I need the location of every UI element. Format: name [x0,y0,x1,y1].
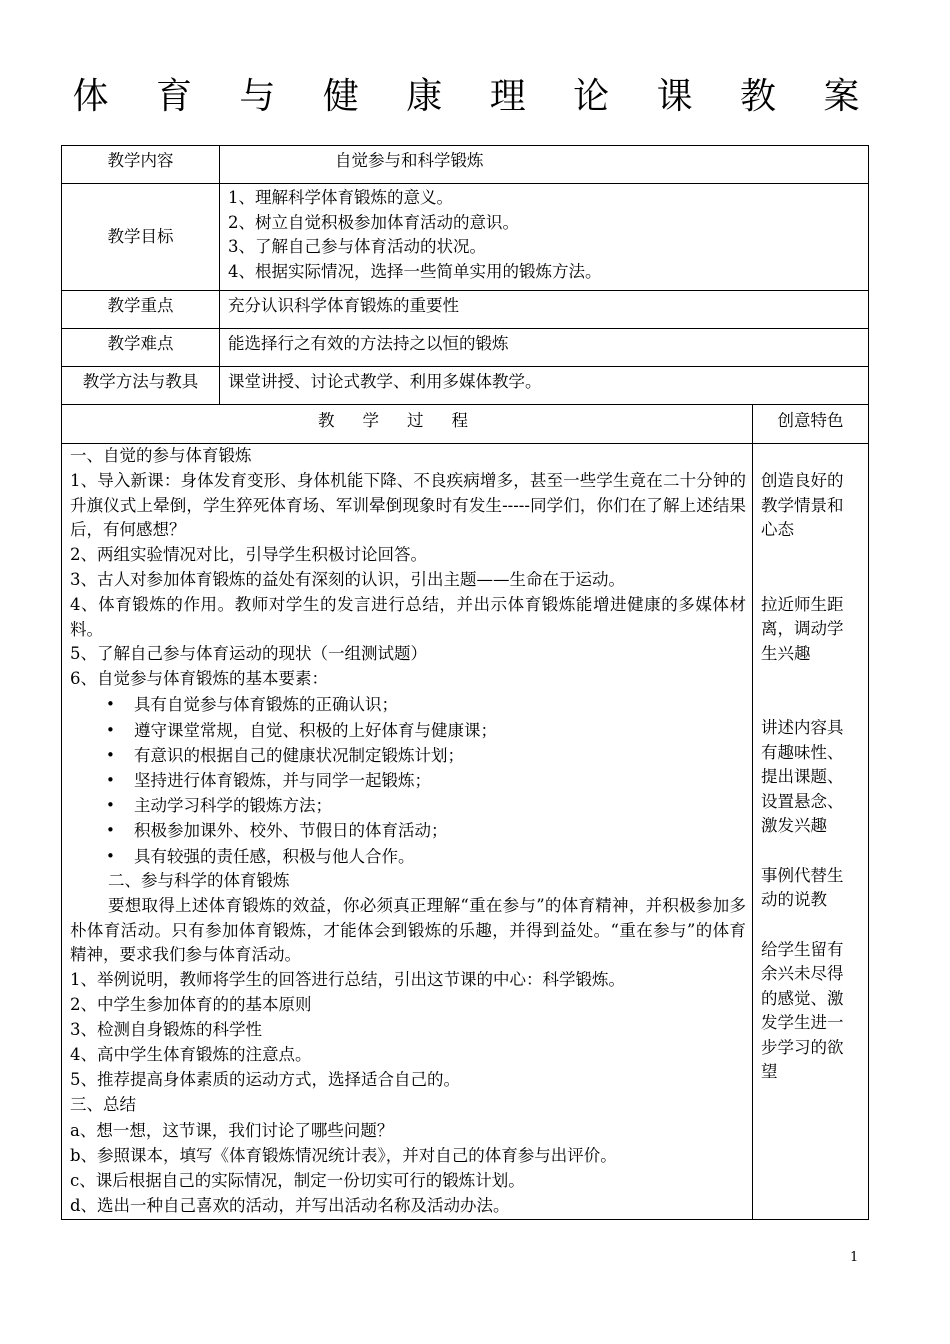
row-process-header [62,405,869,444]
process-item: 5、推荐提高身体素质的运动方式，选择适合自己的。 [70,1070,460,1090]
feature-note: 给学生留有 余兴未尽得 的感觉、激 发学生进一 步学习的欲 望 [761,939,844,1081]
teaching-content-value: 自觉参与和科学锻炼 [220,146,869,184]
list-item: • 具有较强的责任感，积极与他人合作。 [70,844,746,869]
list-item: • 有意识的根据自己的健康状况制定锻炼计划； [70,743,746,768]
feature-note: 讲述内容具 有趣味性、 提出课题、 设置悬念、 激发兴趣 [761,718,844,835]
list-item: • 具有自觉参与体育锻炼的正确认识； [70,692,746,717]
process-item: 2、两组实验情况对比，引导学生积极讨论回答。 [70,544,427,564]
key-point-value: 充分认识科学体育锻炼的重要性 [220,291,869,329]
row-methods [62,367,869,405]
difficulty-label: 教学难点 [62,329,220,367]
process-item: 4、体育锻炼的作用。教师对学生的发言进行总结，并出示体育锻炼能增进健康的多媒体材料。 [70,595,746,639]
key-point-label: 教学重点 [62,291,220,329]
lesson-plan-table [61,145,869,1220]
goal-item: 1、理解科学体育锻炼的意义。 [228,188,453,207]
process-body [62,444,753,1220]
goal-item: 2、树立自觉积极参加体育活动的意识。 [228,212,519,232]
teaching-content-label: 教学内容 [62,146,220,184]
process-item: 3、古人对参加体育锻炼的益处有深刻的认识，引出主题——生命在于运动。 [70,569,625,589]
process-item: 3、检测自身锻炼的科学性 [70,1019,262,1039]
row-teaching-content [62,146,869,184]
list-item: • 积极参加课外、校外、节假日的体育活动； [70,818,746,843]
page-number: 1 [850,1250,859,1265]
process-item: a、想一想，这节课，我们讨论了哪些问题？ [70,1120,394,1140]
feature-note: 创造良好的 教学情景和 心态 [761,471,844,539]
process-item: 6、自觉参与体育锻炼的基本要素： [70,669,328,689]
process-item: d、选出一种自己喜欢的活动，并写出活动名称及活动办法。 [70,1196,510,1216]
process-item: b、参照课本，填写《体育锻炼情况统计表》，并对自己的体育参与出评价。 [70,1145,617,1165]
row-key-point [62,291,869,329]
row-teaching-goals [62,184,869,291]
section-heading: 三、总结 [70,1095,136,1115]
feature-header: 创意特色 [753,405,869,444]
process-item: 4、高中学生体育锻炼的注意点。 [70,1045,312,1065]
list-item: • 坚持进行体育锻炼，并与同学一起锻炼； [70,768,746,793]
section-paragraph: 要想取得上述体育锻炼的效益，你必须真正理解“重在参与”的体育精神，并积极参加多朴体育活动。只有参加体育锻炼，才能体会到锻炼的乐趣，并得到益处。“重在参与”的体育精神，要求我们参与体育活动。 [70,896,746,965]
goal-item: 3、了解自己参与体育活动的状况。 [228,237,486,256]
process-item: c、课后根据自己的实际情况，制定一份切实可行的锻炼计划。 [70,1171,525,1191]
process-item: 1、举例说明，教师将学生的回答进行总结，引出这节课的中心：科学锻炼。 [70,969,625,989]
feature-note: 事例代替生 动的说教 [761,865,844,909]
goal-item: 4、根据实际情况，选择一些简单实用的锻炼方法。 [228,261,602,281]
teaching-goals-list [220,184,869,291]
requirements-list [70,692,746,868]
feature-note: 拉近师生距 离，调动学 生兴趣 [761,594,844,663]
feature-column [753,444,869,1220]
methods-label: 教学方法与教具 [62,367,220,405]
teaching-goals-label: 教学目标 [62,184,220,291]
row-difficulty [62,329,869,367]
list-item: • 遵守课堂常规，自觉、积极的上好体育与健康课； [70,718,746,743]
list-item: • 主动学习科学的锻炼方法； [70,793,746,818]
methods-value: 课堂讲授、讨论式教学、利用多媒体教学。 [220,367,869,405]
process-item: 5、了解自己参与体育运动的现状（一组测试题） [70,644,427,664]
section-heading: 二、参与科学的体育锻炼 [108,870,290,890]
process-item: 1、导入新课：身体发育变形、身体机能下降、不良疾病增多，甚至一些学生竟在二十分钟的升旗仪式上晕倒，学生猝死体育场、军训晕倒现象时有发生-----同学们，你们在了解上述结果后，有何感想？ [70,471,746,540]
process-item: 2、中学生参加体育的的基本原则 [70,994,312,1014]
document-title: 体 育 与 健 康 理 论 课 教 案 [72,76,878,117]
difficulty-value: 能选择行之有效的方法持之以恒的锻炼 [220,329,869,367]
row-process-body [62,444,869,1220]
process-header: 教学过程 [62,405,753,444]
section-heading: 一、自觉的参与体育锻炼 [70,446,252,465]
